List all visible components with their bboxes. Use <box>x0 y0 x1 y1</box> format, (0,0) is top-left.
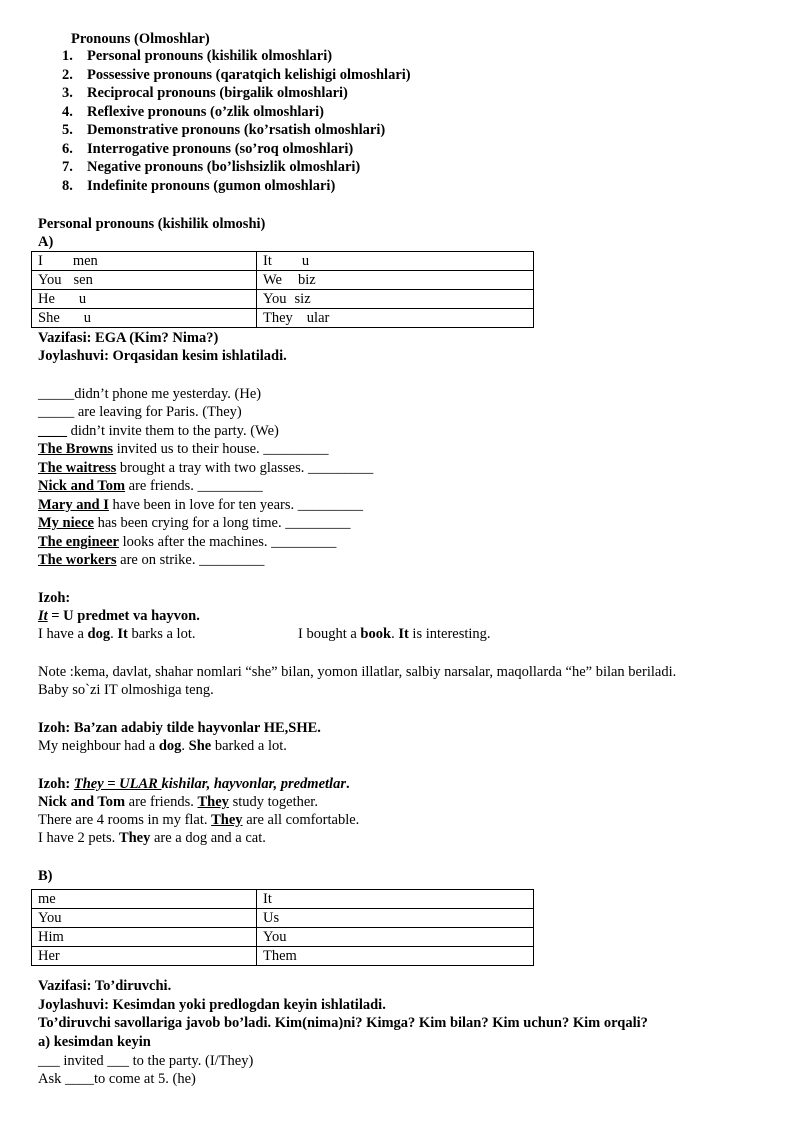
they-example-3: I have 2 pets. They are a dog and a cat. <box>38 830 266 846</box>
exercise-line: My niece has been crying for a long time. _________ <box>38 515 351 531</box>
exercise-line: _____ are leaving for Paris. (They) <box>38 404 242 420</box>
exercise-line: ____ didn’t invite them to the party. (We) <box>38 423 279 439</box>
list-item: 5. Demonstrative pronouns (ko’rsatish olmoshlari) <box>62 122 386 138</box>
exercise-line: ___ invited ___ to the party. (I/They) <box>38 1053 254 1069</box>
subsection-a: a) kesimdan keyin <box>38 1034 151 1050</box>
it-example-2: I bought a book. It is interesting. <box>298 626 491 642</box>
function-label-b: Vazifasi: To’diruvchi. <box>38 978 172 994</box>
list-item: 3. Reciprocal pronouns (birgalik olmoshlari) <box>62 85 348 101</box>
position-label-b: Joylashuvi: Kesimdan yoki predlogdan keyin ishlatiladi. <box>38 997 386 1013</box>
note-line-2: Baby so`zi IT olmoshiga teng. <box>38 682 214 698</box>
object-questions: To’diruvchi savollariga javob bo’ladi. Kim(nima)ni? Kimga? Kim bilan? Kim uchun? Kim orqali? <box>38 1015 648 1031</box>
position-label-a: Joylashuvi: Orqasidan kesim ishlatiladi. <box>38 348 287 364</box>
function-label-a: Vazifasi: EGA (Kim? Nima?) <box>38 330 219 346</box>
label-b: B) <box>38 868 53 884</box>
he-she-example: My neighbour had a dog. She barked a lot. <box>38 738 287 754</box>
page-title: Pronouns (Olmoshlar) <box>71 31 210 47</box>
they-example-1: Nick and Tom are friends. They study together. <box>38 794 318 810</box>
exercise-line: The waitress brought a tray with two glasses. _________ <box>38 460 374 476</box>
label-a: A) <box>38 234 54 250</box>
table-row: You Us <box>32 909 534 928</box>
pronoun-types-list <box>62 47 411 195</box>
it-definition: It = U predmet va hayvon. <box>38 608 200 624</box>
table-row: She u They ular <box>32 309 534 328</box>
exercise-line: The Browns invited us to their house. _________ <box>38 441 329 457</box>
table-row: me It <box>32 890 534 909</box>
exercise-line: Ask ____to come at 5. (he) <box>38 1071 196 1087</box>
exercise-line: Nick and Tom are friends. _________ <box>38 478 263 494</box>
they-example-2: There are 4 rooms in my flat. They are all comfortable. <box>38 812 360 828</box>
list-item: 2. Possessive pronouns (qaratqich kelishigi olmoshlari) <box>62 66 411 83</box>
note-line-1: Note :kema, davlat, shahar nomlari “she” bilan, yomon illatlar, salbiy narsalar, maqollarda “he” bilan beriladi. <box>38 664 677 680</box>
list-item: 4. Reflexive pronouns (o’zlik olmoshlari) <box>62 103 324 120</box>
table-row: Him You <box>32 928 534 947</box>
izoh-label: Izoh: <box>38 590 71 606</box>
pronoun-table-b <box>31 889 534 966</box>
exercise-line: The engineer looks after the machines. _________ <box>38 534 337 550</box>
list-item: 1. Personal pronouns (kishilik olmoshlari) <box>62 48 333 64</box>
exercise-line: The workers are on strike. _________ <box>38 552 265 568</box>
pronoun-table-a <box>31 251 534 328</box>
exercise-line: _____didn’t phone me yesterday. (He) <box>38 386 262 402</box>
izoh-they: Izoh: They = ULAR kishilar, hayvonlar, predmetlar. <box>38 776 350 792</box>
list-item: 8. Indefinite pronouns (gumon olmoshlari) <box>62 177 336 194</box>
table-row: You sen We biz <box>32 271 534 290</box>
table-row: I men It u <box>32 252 534 271</box>
table-row: He u You siz <box>32 290 534 309</box>
exercise-line: Mary and I have been in love for ten years. _________ <box>38 497 363 513</box>
izoh-he-she: Izoh: Ba’zan adabiy tilde hayvonlar HE,SHE. <box>38 720 321 736</box>
it-example-1: I have a dog. It barks a lot. <box>38 626 196 642</box>
table-row: Her Them <box>32 947 534 966</box>
section-heading-personal: Personal pronouns (kishilik olmoshi) <box>38 216 266 232</box>
list-item: 6. Interrogative pronouns (so’roq olmoshlari) <box>62 140 354 157</box>
list-item: 7. Negative pronouns (bo’lishsizlik olmoshlari) <box>62 159 361 175</box>
